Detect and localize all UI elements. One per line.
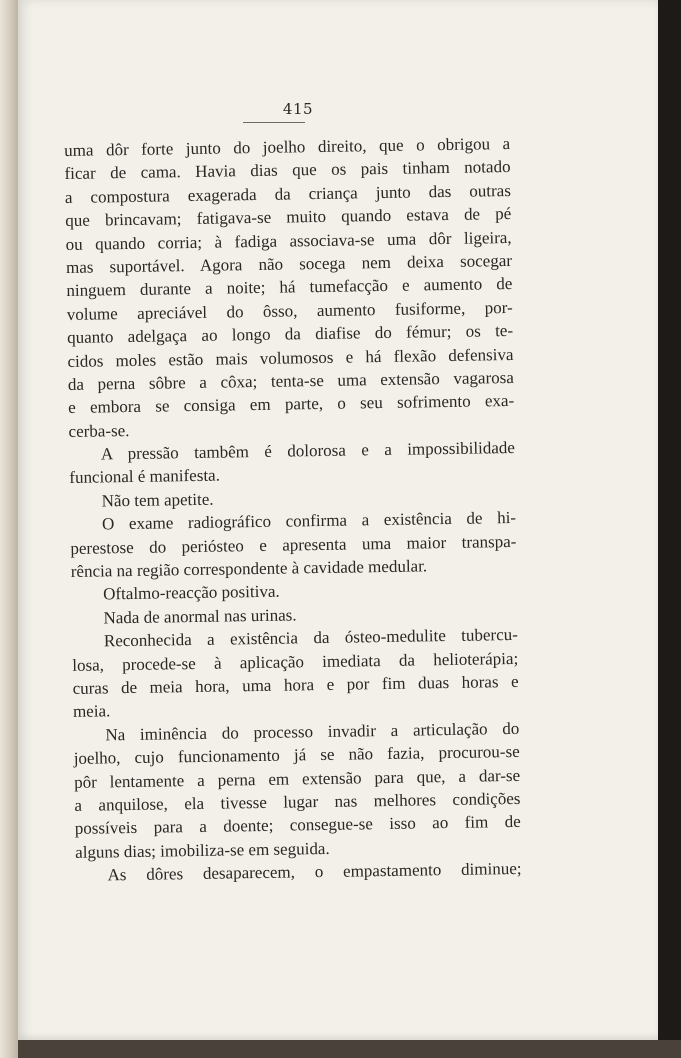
text-line: losa, procede-se à aplicação imediata da helioterápia; (72, 648, 519, 675)
text-line: A pressão tambêm é dolorosa e a impossibilidade (100, 438, 516, 464)
page-number-rule (243, 122, 305, 123)
text-line: joelho, cujo funcionamento já se não fazia, procurou-se (73, 742, 520, 769)
text-line: alguns dias; imobiliza-se em seguida. (75, 838, 330, 862)
text-line: ninguem durante a noite; há tumefacção e aumento de (66, 274, 513, 301)
text-line: uma dôr forte junto do joelho direito, que o obrigou a (64, 133, 511, 160)
text-line: rência na região correspondente à cavidade medular. (70, 556, 428, 581)
book-page (18, 0, 658, 1040)
text-line: funcional é manifesta. (69, 466, 221, 488)
text-line: cerba-se. (68, 420, 130, 441)
text-line: Na iminência do processo invadir a articulação do (105, 718, 520, 745)
text-line: meia. (72, 701, 111, 722)
scan-bottom-margin (18, 1040, 681, 1058)
text-line: volume apreciável do ôsso, aumento fusiforme, por- (66, 297, 513, 324)
text-line: cidos moles estão mais volumosos e há flexão defensiva (67, 344, 514, 371)
book-left-edge (0, 0, 18, 1058)
text-line: mas suportável. Agora não socega nem deixa socegar (65, 250, 513, 277)
text-line: pôr lentamente a perna em extensão para que, a dar-se (73, 765, 521, 792)
text-line: O exame radiográfico confirma a existência de hi- (101, 508, 517, 534)
text-line: Não tem apetite. (101, 489, 214, 511)
text-line: e embora se consiga em parte, o seu sofrimento exa- (68, 391, 515, 418)
page-number: 415 (282, 100, 314, 118)
text-line: quanto adelgaça ao longo da diafise do fémur; os te- (66, 321, 514, 348)
text-line: possíveis para a doente; consegue-se isso ao fim de (74, 812, 521, 839)
body-text (64, 132, 522, 887)
text-line: Reconhecida a existência da ósteo-medulite tubercu- (103, 625, 518, 651)
scan-right-margin (658, 0, 681, 1058)
text-line: As dôres desaparecem, o empastamento diminue; (107, 859, 522, 885)
text-line: ou quando corria; à fadiga associava-se uma dôr ligeira, (65, 227, 512, 254)
text-line: perestose do periósteo e apresenta uma maior transpa- (70, 531, 517, 558)
text-line: a anquilose, ela tivesse lugar nas melhores condições (74, 788, 521, 815)
text-line: que brincavam; fatigava-se muito quando estava de pé (65, 204, 512, 231)
text-line: a compostura exagerada da criança junto das outras (64, 180, 512, 207)
text-line: da perna sôbre a côxa; tenta-se uma extensão vagarosa (67, 367, 514, 394)
text-line: Nada de anormal nas urinas. (103, 605, 297, 628)
text-line: curas de meia hora, uma hora e por fim duas horas e (72, 671, 519, 698)
text-line: Oftalmo-reacção positiva. (103, 582, 280, 604)
text-line: ficar de cama. Havia dias que os pais tinham notado (64, 157, 511, 184)
